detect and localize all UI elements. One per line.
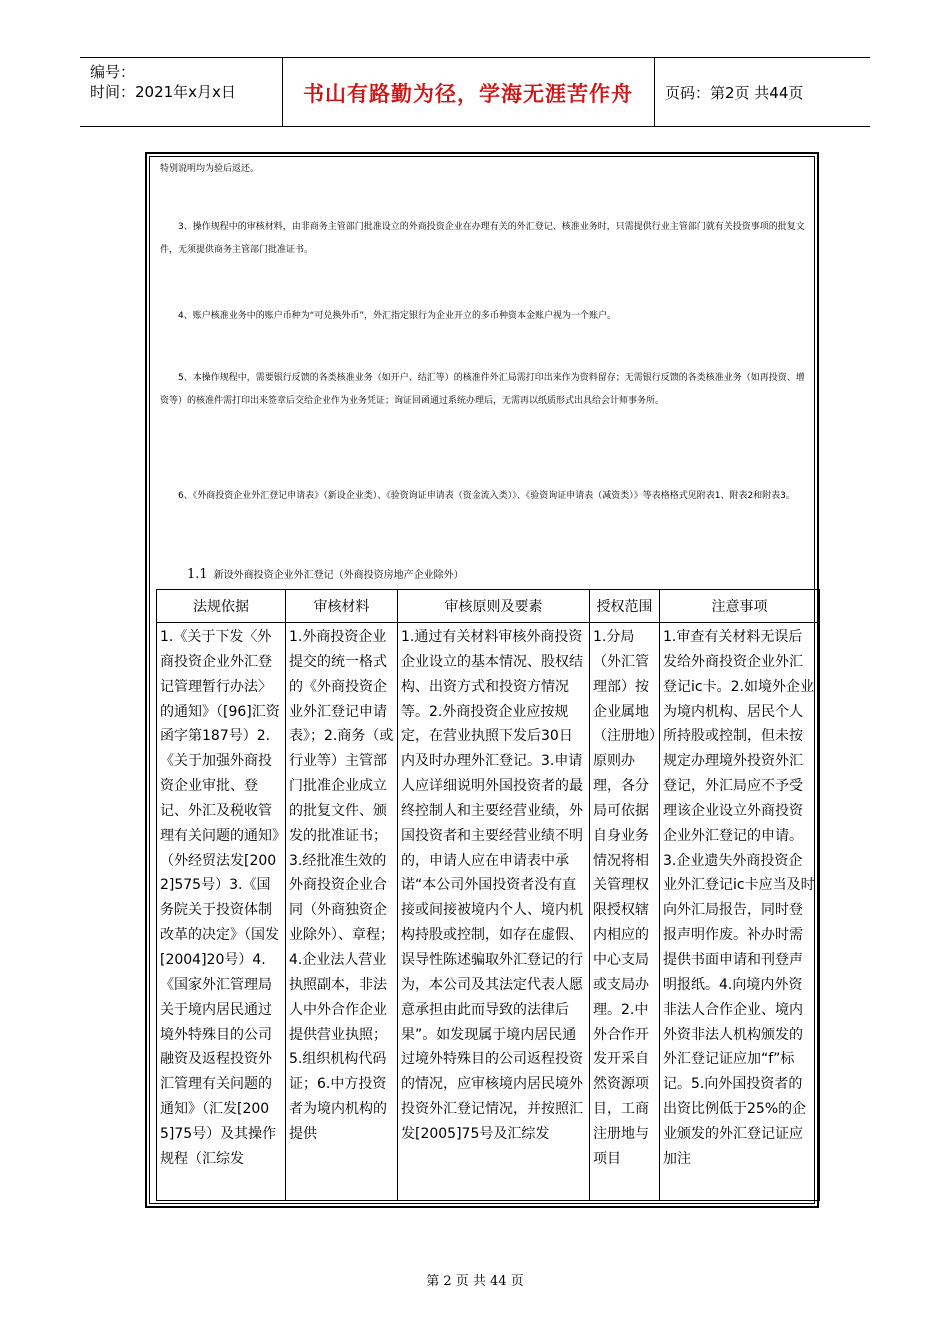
section-number: 1.1: [187, 567, 208, 582]
page-footer: 第 2 页 共 44 页: [426, 1274, 524, 1289]
cell-text: 1.《关于下发〈外商投资企业外汇登记管理暂行办法〉的通知》（[96]汇资函字第187号）2.《关于加强外商投资企业审批、登记、外汇及税收管理有关问题的通知》（外经贸法发[2002]575号）3.《国务院关于投资体制改革的决定》（国发[2004]20号）4.《国家外汇管理局关于境内居民通过境外特殊目的公司融资及返程投资外汇管理有关问题的通知》（汇发[2005]75号）及其操作规程（汇综发: [160, 629, 280, 1167]
header-review-principles: 审核原则及要素: [398, 590, 590, 623]
table-row: [157, 623, 820, 1201]
paragraph-3: 3、操作规程中的审核材料，由非商务主管部门批准设立的外商投资企业在办理有关的外汇登记、核准业务时，只需提供行业主管部门就有关投资事项的批复文件，无须提供商务主管部门批准证书。: [160, 222, 805, 255]
paragraph-0: 特别说明均为验后返还。: [160, 164, 260, 174]
cell-text: 1.分局（外汇管理部）按企业属地（注册地）原则办理，各分局可依据自身业务情况将相关管理权限授权辖内相应的中心支局或支局办理。2.中外合作开发开采自然资源项目，工商注册地与项目: [593, 629, 656, 1167]
cell-authorization-scope: [590, 623, 660, 1201]
page-header: [80, 57, 870, 127]
regulation-table: [156, 589, 820, 1201]
cell-review-principles: [398, 623, 590, 1201]
header-page-label: 页码：第2页 共44页: [665, 84, 804, 102]
cell-text: 1.审查有关材料无误后发给外商投资企业外汇登记ic卡。2.如境外企业为境内机构、居民个人所持股或控制，但未按规定办理境外投资外汇登记，外汇局应不予受理该企业设立外商投资企业外汇登记的申请。3.企业遗失外商投资企业外汇登记ic卡应当及时向外汇局报告，同时登报声明作废。补办时需提供书面申请和刊登声明报纸。4.向境内外资非法人合作企业、境内外资非法人机构颁发的外汇登记证应加“f”标记。5.向外国投资者的出资比例低于25%的企业颁发的外汇登记证应加注: [663, 629, 815, 1167]
header-authorization-scope: 授权范围: [590, 590, 660, 623]
content-frame: [145, 152, 819, 1208]
cell-review-materials: [286, 623, 398, 1201]
date-label: 时间：2021年x月x日: [90, 83, 236, 101]
header-motto: 书山有路勤为径，学海无涯苦作舟: [303, 82, 633, 106]
cell-legal-basis: [157, 623, 286, 1201]
header-notes: 注意事项: [660, 590, 820, 623]
paragraph-6: 6、《外商投资企业外汇登记申请表》（新设企业类）、《验资询证申请表（资金流入类）》、《验资询证申请表（减资类）》等表格格式见附表1、附表2和附表3。: [178, 491, 795, 501]
header-legal-basis: 法规依据: [157, 590, 286, 623]
header-review-materials: 审核材料: [286, 590, 398, 623]
cell-text: 1.通过有关材料审核外商投资企业设立的基本情况、股权结构、出资方式和投资方情况等。2.外商投资企业应按规定，在营业执照下发后30日内及时办理外汇登记。3.申请人应详细说明外国投资者的最终控制人和主要经营业绩，外国投资者和主要经营业绩不明的，申请人应在申请表中承诺“本公司外国投资者没有直接或间接被境内个人、境内机构持股或控制，如存在虚假、误导性陈述骗取外汇登记的行为，本公司及其法定代表人愿意承担由此而导致的法律后果”。如发现属于境内居民通过境外特殊目的公司返程投资的情况，应审核境内居民境外投资外汇登记情况，并按照汇发[2005]75号及汇综发: [401, 629, 583, 1142]
header-divider: [654, 58, 655, 126]
serial-label: 编号：: [90, 63, 136, 81]
paragraph-4: 4、账户核准业务中的账户币种为“可兑换外币”，外汇指定银行为企业开立的多币种资本金账户视为一个账户。: [178, 311, 617, 321]
section-title: 新设外商投资企业外汇登记（外商投资房地产企业除外）: [213, 570, 464, 581]
cell-notes: [660, 623, 820, 1201]
cell-text: 1.外商投资企业提交的统一格式的《外商投资企业外汇登记申请表》；2.商务（或行业等）主管部门批准企业成立的批复文件、颁发的批准证书；3.经批准生效的外商投资企业合同（外商独资企业除外）、章程；4.企业法人营业执照副本，非法人中外合作企业提供营业执照；5.组织机构代码证；6.中方投资者为境内机构的提供: [289, 629, 394, 1142]
section-heading: [187, 566, 464, 582]
table-header-row: [157, 590, 820, 623]
paragraph-5: 5、本操作规程中，需要银行反馈的各类核准业务（如开户、结汇等）的核准件外汇局需打印出来作为资料留存；无需银行反馈的各类核准业务（如再投资、增资等）的核准件需打印出来签章后交给企业作为业务凭证；询证回函通过系统办理后，无需再以纸质形式出具给会计师事务所。: [160, 373, 805, 406]
header-info: [90, 62, 236, 102]
